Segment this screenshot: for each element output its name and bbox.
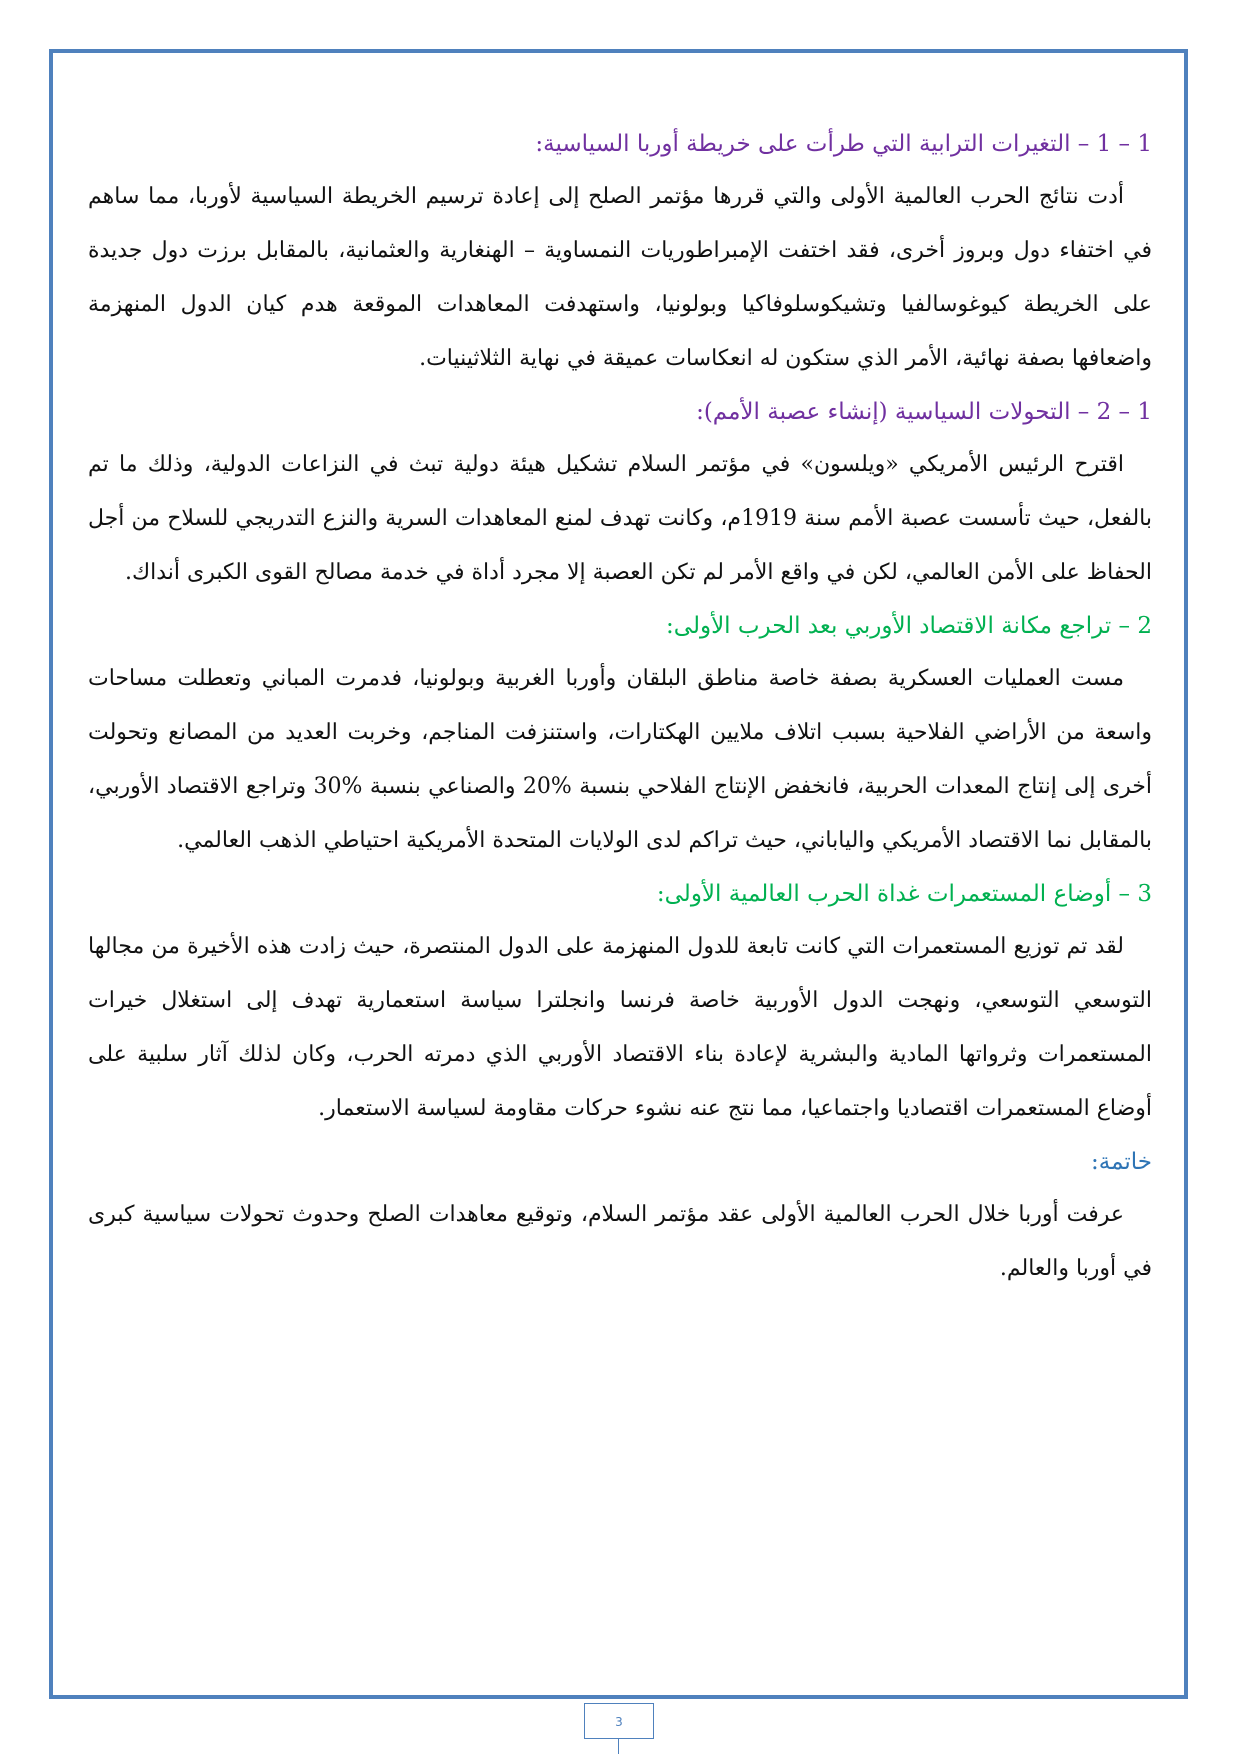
section-heading-1-1: 1 – 1 – التغيرات الترابية التي طرأت على خريطة أوربا السياسية: bbox=[535, 131, 1152, 157]
document-body bbox=[88, 118, 1152, 1296]
section-heading-2: 2 – تراجع مكانة الاقتصاد الأوربي بعد الحرب الأولى: bbox=[666, 613, 1152, 639]
conclusion-paragraph: عرفت أوربا خلال الحرب العالمية الأولى عقد مؤتمر السلام، وتوقيع معاهدات الصلح وحدوث تحولات سياسية كبرى في أوربا والعالم. bbox=[88, 1202, 1152, 1281]
section-paragraph-2: مست العمليات العسكرية بصفة خاصة مناطق البلقان وأوربا الغربية وبولونيا، فدمرت المباني وتعطلت مساحات واسعة من الأراضي الفلاحية بسبب اتلاف ملايين الهكتارات، واستنزفت المناجم، وخربت العديد من المصانع وتحولت أخرى إلى إنتاج المعدات الحربية، فانخفض الإنتاج الفلاحي بنسبة %20 والصناعي بنسبة %30 وتراجع الاقتصاد الأوربي، بالمقابل نما الاقتصاد الأمريكي والياباني، حيث تراكم لدى الولايات المتحدة الأمريكية احتياطي الذهب العالمي. bbox=[88, 666, 1152, 853]
conclusion-heading: خاتمة: bbox=[1090, 1149, 1152, 1175]
section-paragraph-3: لقد تم توزيع المستعمرات التي كانت تابعة للدول المنهزمة على الدول المنتصرة، حيث زادت هذه الأخيرة من مجالها التوسعي التوسعي، ونهجت الدول الأوربية خاصة فرنسا وانجلترا سياسة استعمارية تهدف إلى استغلال خيرات المستعمرات وثرواتها المادية والبشرية لإعادة بناء الاقتصاد الأوربي الذي دمرته الحرب، وكان لذلك آثار سلبية على أوضاع المستعمرات اقتصاديا واجتماعيا، مما نتج عنه نشوء حركات مقاومة لسياسة الاستعمار. bbox=[88, 934, 1152, 1121]
section-heading-3: 3 – أوضاع المستعمرات غداة الحرب العالمية الأولى: bbox=[656, 881, 1152, 907]
section-paragraph-1-1: أدت نتائج الحرب العالمية الأولى والتي قررها مؤتمر الصلح إلى إعادة ترسيم الخريطة السياسية لأوربا، مما ساهم في اختفاء دول وبروز أخرى، فقد اختفت الإمبراطوريات النمساوية – الهنغارية والعثمانية، بالمقابل برزت دول جديدة على الخريطة كيوغوسالفيا وتشيكوسلوفاكيا وبولونيا، واستهدفت المعاهدات الموقعة هدم كيان الدول المنهزمة واضعافها بصفة نهائية، الأمر الذي ستكون له انعكاسات عميقة في نهاية الثلاثينيات. bbox=[88, 184, 1152, 371]
section-paragraph-1-2: اقترح الرئيس الأمريكي «ويلسون» في مؤتمر السلام تشكيل هيئة دولية تبث في النزاعات الدولية، وذلك ما تم بالفعل، حيث تأسست عصبة الأمم سنة 1919م، وكانت تهدف لمنع المعاهدات السرية والنزع التدريجي للسلاح من أجل الحفاظ على الأمن العالمي، لكن في واقع الأمر لم تكن العصبة إلا مجرد أداة في خدمة مصالح القوى الكبرى أنداك. bbox=[88, 452, 1152, 585]
page-number: 3 bbox=[584, 1703, 654, 1739]
page-number-stem bbox=[618, 1739, 619, 1754]
section-heading-1-2: 1 – 2 – التحولات السياسية (إنشاء عصبة الأمم): bbox=[696, 399, 1152, 425]
